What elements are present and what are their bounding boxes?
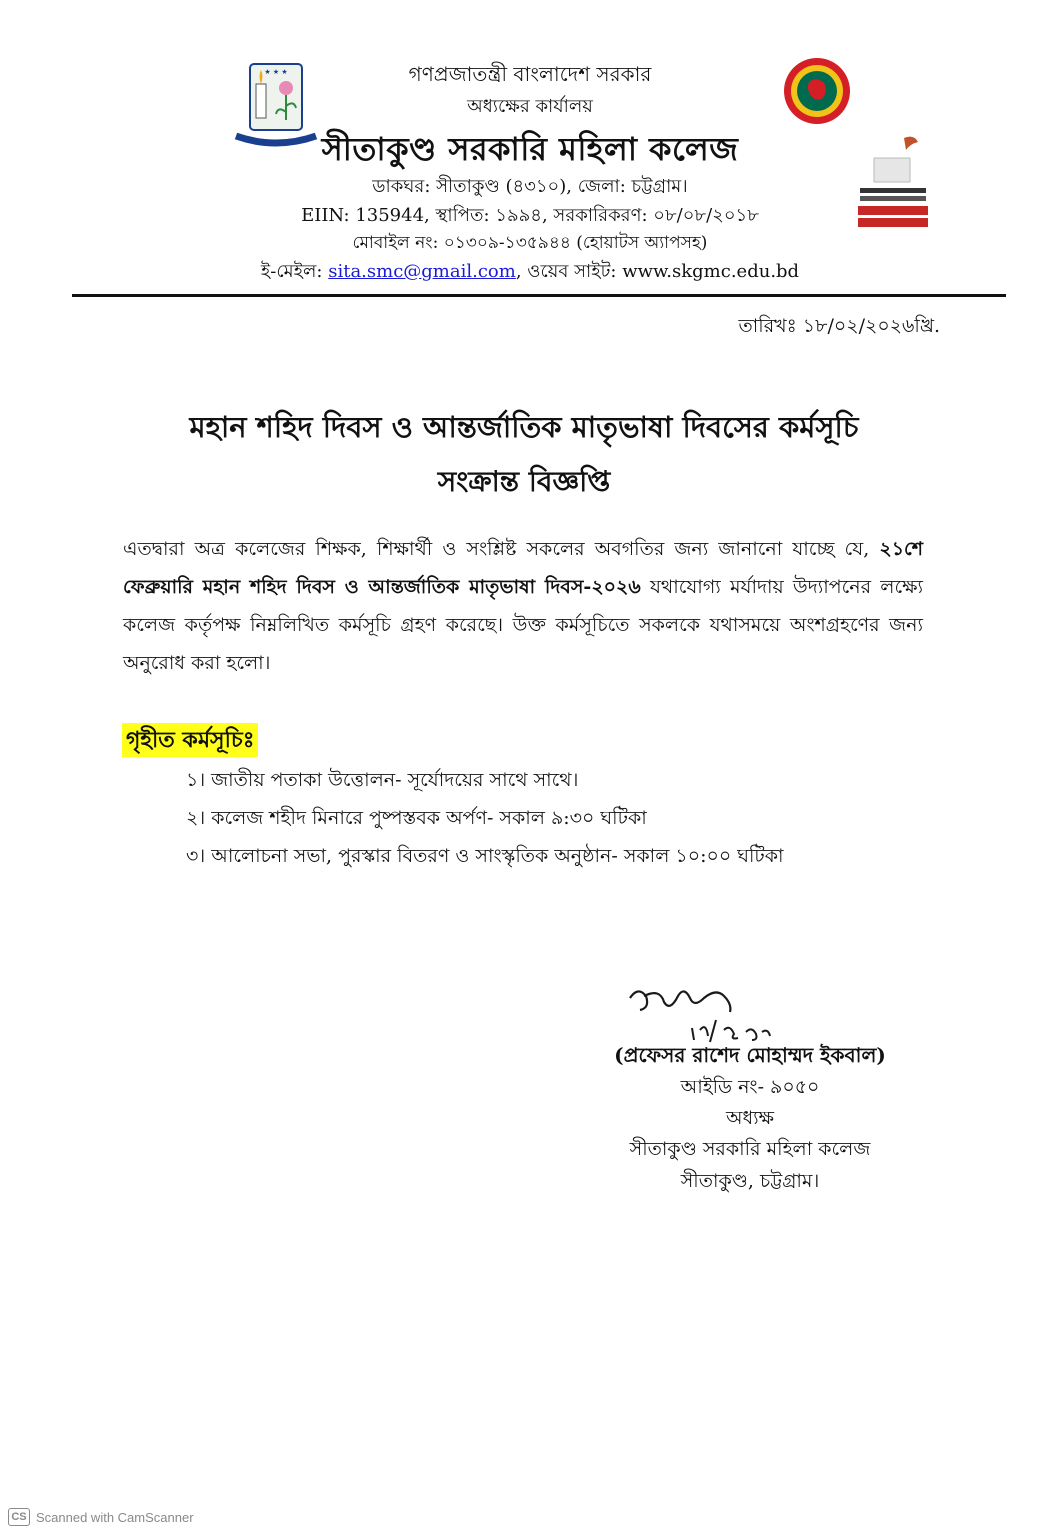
programme-item: ৩। আলোচনা সভা, পুরস্কার বিতরণ ও সাংস্কৃতিক অনুষ্ঠান- সকাল ১০:০০ ঘটিকা xyxy=(186,845,784,867)
website-label: , ওয়েব সাইট: xyxy=(515,261,617,282)
email-label: ই-মেইল: xyxy=(260,261,323,282)
email-link[interactable]: sita.smc@gmail.com xyxy=(328,261,516,282)
eiin-line: EIIN: 135944, স্থাপিত: ১৯৯৪, সরকারিকরণ: ০৮/০৮/২০১৮ xyxy=(301,205,759,226)
header-divider xyxy=(72,294,1006,297)
signatory-place: সীতাকুণ্ড, চট্টগ্রাম। xyxy=(680,1170,820,1192)
government-title: গণপ্রজাতন্ত্রী বাংলাদেশ সরকার xyxy=(408,62,652,86)
scanner-text: Scanned with CamScanner xyxy=(36,1509,194,1525)
body-text-intro: এতদ্বারা অত্র কলেজের শিক্ষক, শিক্ষার্থী ও সংশ্লিষ্ট সকলের অবগতির জন্য জানানো যাচ্ছে যে, xyxy=(123,538,870,560)
camscanner-icon: CS xyxy=(8,1508,30,1526)
election-campaign-logo xyxy=(848,132,938,232)
government-emblem xyxy=(782,56,852,126)
signatory-name: (প্রফেসর রাশেদ মোহাম্মদ ইকবাল) xyxy=(614,1043,886,1067)
signatory-id: আইডি নং- ৯০৫০ xyxy=(680,1076,820,1098)
scanner-watermark xyxy=(8,1508,194,1526)
office-title: অধ্যক্ষের কার্যালয় xyxy=(467,96,593,117)
notice-body xyxy=(123,530,923,682)
notice-subtitle: সংক্রান্ত বিজ্ঞপ্তি xyxy=(437,465,611,498)
notice-date: তারিখঃ ১৮/০২/২০২৬খ্রি. xyxy=(738,315,940,337)
mobile-line: মোবাইল নং: ০১৩০৯-১৩৫৯৪৪ (হোয়াটস অ্যাপসহ) xyxy=(352,233,708,253)
svg-text:★ ★ ★: ★ ★ ★ xyxy=(264,68,288,76)
body-text-event: ২১শে ফেব্রুয়ারি মহান শহিদ দিবস ও আন্তর্জাতিক মাতৃভাষা দিবস-২০২৬ xyxy=(123,538,924,598)
programme-item: ১। জাতীয় পতাকা উত্তোলন- সূর্যোদয়ের সাথে সাথে। xyxy=(186,769,579,791)
programme-heading: গৃহীত কর্মসূচিঃ xyxy=(122,723,258,757)
signatory-designation: অধ্যক্ষ xyxy=(725,1107,774,1129)
address-line: ডাকঘর: সীতাকুণ্ড (৪৩১০), জেলা: চট্টগ্রাম। xyxy=(372,176,688,197)
body-text-request: যথাযোগ্য মর্যাদায় উদ্যাপনের লক্ষ্যে কলেজ কর্তৃপক্ষ নিম্নলিখিত কর্মসূচি গ্রহণ করেছে। উক্ত কর্মসূচিতে সকলকে যথাসময়ে অংশগ্রহণের জন্য অনুরোধ করা হলো। xyxy=(123,576,923,674)
signature xyxy=(620,978,850,1048)
signatory-college: সীতাকুণ্ড সরকারি মহিলা কলেজ xyxy=(629,1138,871,1160)
contact-line xyxy=(190,257,870,288)
college-name: সীতাকুণ্ড সরকারি মহিলা কলেজ xyxy=(321,130,739,168)
notice-title: মহান শহিদ দিবস ও আন্তর্জাতিক মাতৃভাষা দিবসের কর্মসূচি xyxy=(189,410,859,444)
website-link[interactable]: www.skgmc.edu.bd xyxy=(622,261,800,282)
programme-item: ২। কলেজ শহীদ মিনারে পুষ্পস্তবক অর্পণ- সকাল ৯:৩০ ঘটিকা xyxy=(186,807,647,829)
